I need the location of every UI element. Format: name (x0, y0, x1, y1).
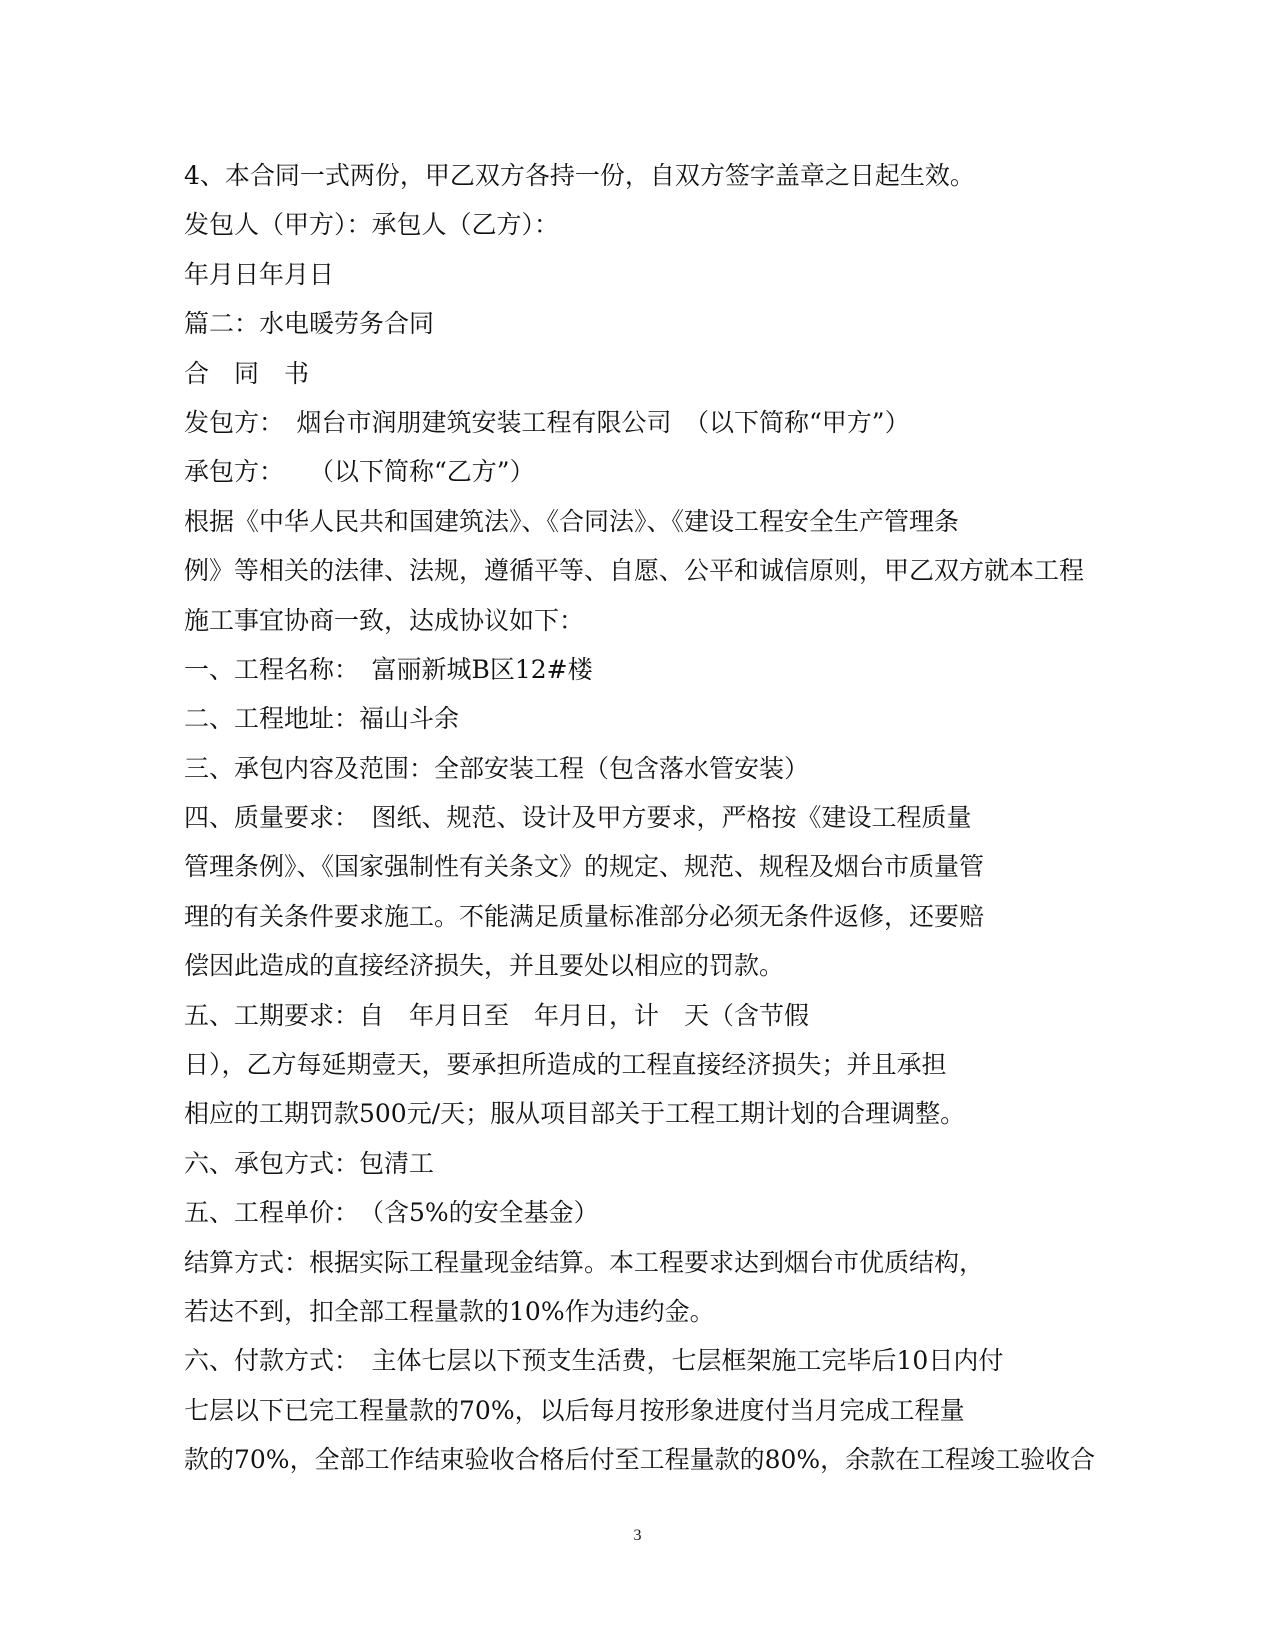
text-line: 六、承包方式：包清工 (184, 1148, 435, 1178)
text-line: 相应的工期罚款500元/天；服从项目部关于工程工期计划的合理调整。 (184, 1099, 966, 1129)
text-line: 根据《中华人民共和国建筑法》、《合同法》、《建设工程安全生产管理条 (184, 506, 960, 536)
text-line: 发包方： 烟台市润朋建筑安装工程有限公司 （以下简称“甲方”） (184, 407, 910, 437)
text-line: 发包人（甲方）：承包人（乙方）： (184, 210, 560, 240)
text-line: 理的有关条件要求施工。不能满足质量标准部分必须无条件返修，还要赔 (184, 901, 985, 931)
text-line: 结算方式：根据实际工程量现金结算。本工程要求达到烟台市优质结构， (184, 1247, 985, 1277)
text-line: 年月日年月日 (184, 259, 335, 289)
contract-title: 合 同 书 (184, 358, 310, 388)
section-heading: 篇二：水电暖劳务合同 (184, 309, 435, 339)
text-line: 七层以下已完工程量款的70%，以后每月按形象进度付当月完成工程量 (184, 1395, 965, 1425)
text-line: 偿因此造成的直接经济损失，并且要处以相应的罚款。 (184, 951, 785, 981)
text-line: 管理条例》、《国家强制性有关条文》的规定、规范、规程及烟台市质量管 (184, 852, 985, 882)
text-line: 六、付款方式： 主体七层以下预支生活费，七层框架施工完毕后10日内付 (184, 1346, 1004, 1376)
document-body (184, 151, 1184, 1485)
text-line: 三、承包内容及范围：全部安装工程（包含落水管安装） (184, 753, 810, 783)
text-line: 款的70%，全部工作结束验收合格后付至工程量款的80%，余款在工程竣工验收合 (184, 1445, 1096, 1475)
text-line: 四、质量要求： 图纸、规范、设计及甲方要求，严格按《建设工程质量 (184, 803, 972, 833)
page-number: 3 (633, 1527, 642, 1544)
text-line: 施工事宜协商一致，达成协议如下： (184, 605, 585, 635)
text-line: 一、工程名称： 富丽新城B区12#楼 (184, 654, 593, 684)
text-line: 五、工程单价： （含5%的安全基金） (184, 1198, 599, 1228)
text-line: 二、工程地址：福山斗余 (184, 704, 460, 734)
text-line: 4、本合同一式两份，甲乙双方各持一份，自双方签字盖章之日起生效。 (184, 161, 975, 190)
text-line: 日），乙方每延期壹天，要承担所造成的工程直接经济损失；并且承担 (184, 1050, 947, 1080)
text-line: 五、工期要求：自 年月日至 年月日，计 天（含节假 (184, 1000, 810, 1030)
text-line: 例》等相关的法律、法规，遵循平等、自愿、公平和诚信原则，甲乙双方就本工程 (184, 556, 1085, 586)
text-line: 承包方： （以下简称“乙方”） (184, 457, 535, 487)
text-line: 若达不到，扣全部工程量款的10%作为违约金。 (184, 1296, 715, 1326)
